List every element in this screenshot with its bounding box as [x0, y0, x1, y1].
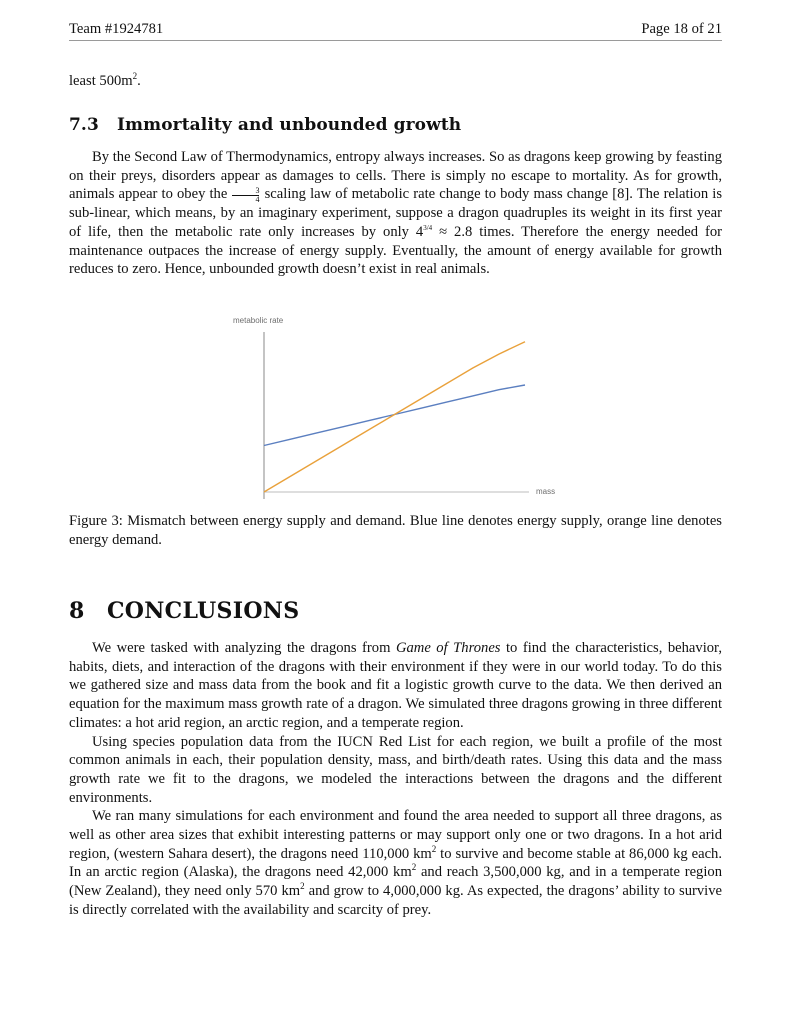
document-page — [69, 0, 722, 1024]
book-title: Game of Thrones — [395, 640, 501, 656]
conclusions-body — [69, 639, 722, 920]
section-heading — [69, 598, 299, 624]
exponent: 3/4 — [423, 223, 433, 232]
section-title: CONCLUSIONS — [107, 598, 300, 624]
running-header — [69, 20, 722, 41]
figure-caption: Figure 3: Mismatch between energy supply and demand. Blue line denotes energy supply, orange line denotes energy demand. — [69, 513, 722, 548]
continued-text: least $500m^2$. — [69, 71, 141, 89]
series-layer — [264, 342, 525, 492]
page-number: Page 18 of 21 — [641, 21, 722, 37]
figure-3-chart — [229, 312, 569, 504]
conclusions-paragraph-3: We ran many simulations for each environment and found the area needed to support all three dragons, as well as other area sizes that exhibit interesting patterns or may support only one or two dragons. In a hot arid region, (western Sahara desert), the dragons need 110,000 $km^2$ to survive and become stable at 86,000 kg each. In an arctic region (Alaska), the dragons need 42,000 $km^2$ and reach 3,500,000 kg, and in a temperate region (New Zealand), they need only 570 $km^2$ and grow to 4,000,000 kg. As expected, the dragons’ ability to survive is directly correlated with the availability and scarcity of prey. — [69, 808, 722, 918]
conclusions-paragraph-1: We were tasked with analyzing the dragons from Game of Thrones to find the characteristics, behavior, habits, diets, and interaction of the dragons with their environment if they were in our world today. To do this we gathered size and mass data from the book and fit a logistic growth curve to the data. We then derived an equation for the maximum mass growth rate of a dragon. We simulated three dragons growing in three different climates: a hot arid region, an arctic region, and a temperate region. — [69, 640, 722, 731]
team-number: Team #1924781 — [69, 21, 164, 37]
fraction-three-quarters: $\frac{3}{4}$ — [232, 187, 259, 204]
subsection-title: Immortality and unbounded growth — [117, 115, 462, 135]
chart-svg — [229, 312, 569, 504]
subsection-heading — [69, 115, 461, 135]
immortality-paragraph: By the Second Law of Thermodynamics, entropy always increases. So as dragons keep growing by feasting on their preys, disorders appear as damages to cells. There is simply no escape to mortality. As for growth, animals appear to obey the $\frac{3}{4}$ scaling law of metabolic rate change to body mass change [8]. The relation is sub-linear, which means, by an imaginary experiment, suppose a dragon quadruples its weight in its first year of life, then the metabolic rate only increases by only $4^{3/4} \approx 2.8$ times. Therefore the energy needed for maintenance outpaces the increase of energy supply. Eventually, the amount of energy available for growth reduces to zero. Hence, unbounded growth doesn’t exist in real animals. — [69, 149, 723, 278]
subsection-number: 7.3 — [69, 115, 99, 135]
y-axis-label: metabolic rate — [233, 316, 284, 325]
section-number: 8 — [69, 598, 85, 624]
x-axis-label: mass — [536, 487, 556, 496]
conclusions-paragraph-2: Using species population data from the IUCN Red List for each region, we built a profile of the most common animals in each, their population density, mass, and birth/death rates. Using this data and the mass growth rate we fit to the dragons, we modeled the interactions between the dragons and the different environments. — [69, 733, 722, 806]
energy-demand-line — [264, 342, 525, 492]
